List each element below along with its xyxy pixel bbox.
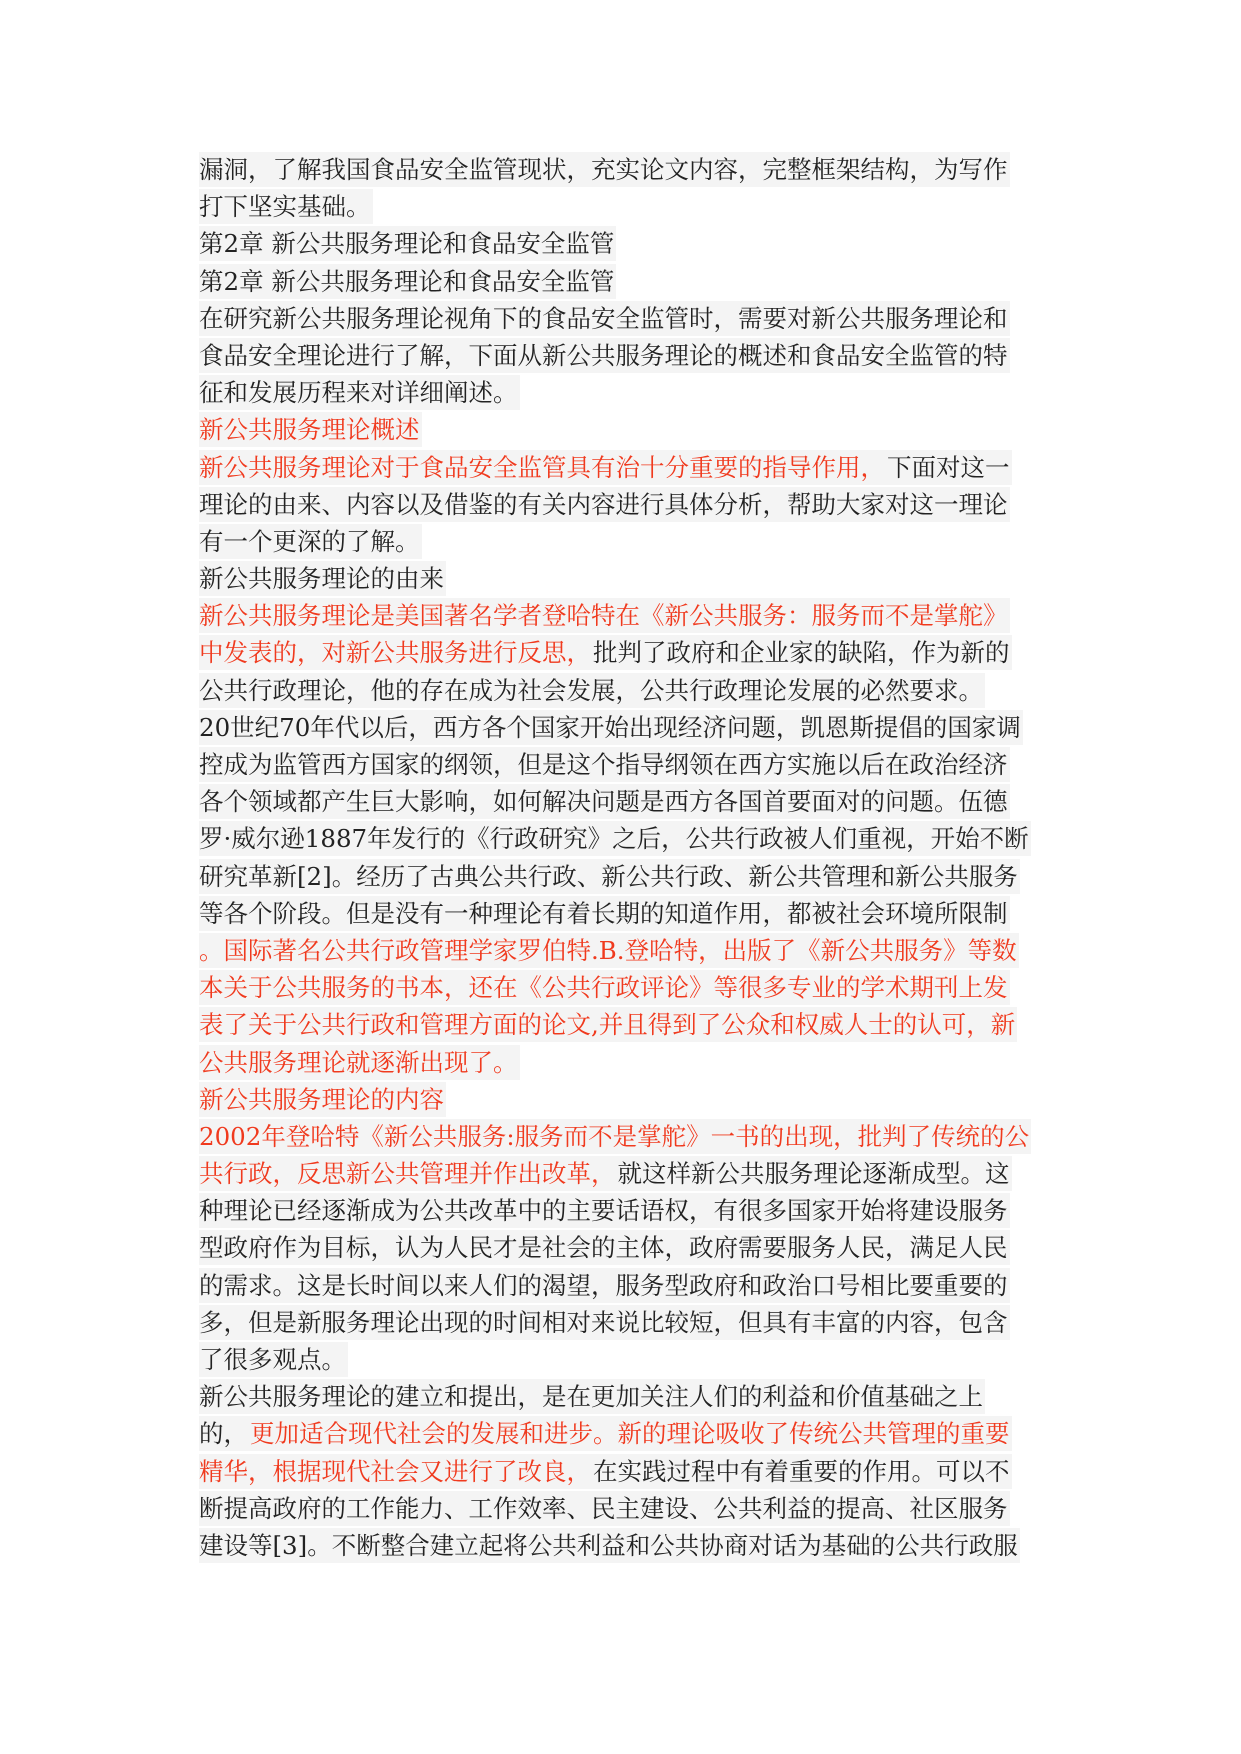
text-line: [199, 1341, 1044, 1378]
text-segment: 新公共服务理论的由来: [199, 561, 446, 596]
text-line: [199, 1378, 1044, 1415]
text-line: [199, 746, 1044, 783]
text-line: [199, 709, 1044, 746]
text-line: [199, 225, 1044, 262]
text-segment: 20世纪70年代以后，西方各个国家开始出现经济问题，凯恩斯提倡的国家调: [199, 710, 1023, 745]
text-line: [199, 1006, 1044, 1043]
text-segment: 了很多观点。: [199, 1342, 348, 1377]
text-line: [199, 1118, 1044, 1155]
highlighted-text-segment: 共行政，反思新公共管理并作出改革，: [199, 1156, 618, 1191]
text-line: [199, 374, 1044, 411]
text-line: [199, 263, 1044, 300]
text-segment: 在实践过程中有着重要的作用。可以不: [593, 1454, 1012, 1489]
text-segment: 公共行政理论，他的存在成为社会发展，公共行政理论发展的必然要求。: [199, 673, 985, 708]
text-segment: 多，但是新服务理论出现的时间相对来说比较短，但具有丰富的内容，包含: [199, 1305, 1010, 1340]
highlighted-text-segment: 更加适合现代社会的发展和进步。新的理论吸收了传统公共管理的重要: [250, 1416, 1012, 1451]
text-line: [199, 969, 1044, 1006]
text-line: [199, 1155, 1044, 1192]
text-segment: 批判了政府和企业家的缺陷，作为新的: [593, 635, 1012, 670]
text-line: [199, 932, 1044, 969]
text-line: [199, 597, 1044, 634]
text-line: [199, 300, 1044, 337]
text-segment: 控成为监管西方国家的纲领，但是这个指导纲领在西方实施以后在政治经济: [199, 747, 1010, 782]
highlighted-text-segment: 表了关于公共行政和管理方面的论文,并且得到了公众和权威人士的认可，新: [199, 1007, 1017, 1042]
text-segment: 有一个更深的了解。: [199, 524, 422, 559]
text-segment: 罗·威尔逊1887年发行的《行政研究》之后，公共行政被人们重视，开始不断: [199, 821, 1031, 856]
highlighted-text-segment: 本关于公共服务的书本，还在《公共行政评论》等很多专业的学术期刊上发: [199, 970, 1010, 1005]
highlighted-text-segment: 新公共服务理论概述: [199, 412, 422, 447]
text-segment: 各个领域都产生巨大影响，如何解决问题是西方各国首要面对的问题。伍德: [199, 784, 1010, 819]
text-line: [199, 634, 1044, 671]
text-segment: 下面对这一: [887, 450, 1012, 485]
highlighted-text-segment: 新公共服务理论的内容: [199, 1082, 446, 1117]
highlighted-text-segment: 中发表的，对新公共服务进行反思，: [199, 635, 593, 670]
text-line: [199, 1527, 1044, 1564]
text-line: [199, 1044, 1044, 1081]
document-body: [199, 151, 1044, 1564]
text-segment: 的，: [199, 1416, 250, 1451]
text-line: [199, 858, 1044, 895]
text-segment: 研究革新[2]。经历了古典公共行政、新公共行政、新公共管理和新公共服务: [199, 859, 1020, 894]
text-line: [199, 1081, 1044, 1118]
text-segment: 第2章 新公共服务理论和食品安全监管: [199, 226, 616, 261]
text-line: [199, 560, 1044, 597]
text-line: [199, 337, 1044, 374]
text-line: [199, 523, 1044, 560]
text-line: [199, 1415, 1044, 1452]
text-segment: 漏洞，了解我国食品安全监管现状，充实论文内容，完整框架结构，为写作: [199, 152, 1010, 187]
highlighted-text-segment: 精华，根据现代社会又进行了改良，: [199, 1454, 593, 1489]
text-line: [199, 672, 1044, 709]
text-line: [199, 1490, 1044, 1527]
text-line: [199, 486, 1044, 523]
text-line: [199, 1304, 1044, 1341]
highlighted-text-segment: 。国际著名公共行政管理学家罗伯特.B.登哈特，出版了《新公共服务》等数: [199, 933, 1019, 968]
text-segment: 第2章 新公共服务理论和食品安全监管: [199, 264, 616, 299]
text-line: [199, 783, 1044, 820]
text-segment: 打下坚实基础。: [199, 189, 373, 224]
text-line: [199, 411, 1044, 448]
text-segment: 食品安全理论进行了解，下面从新公共服务理论的概述和食品安全监管的特: [199, 338, 1010, 373]
text-segment: 建设等[3]。不断整合建立起将公共利益和公共协商对话为基础的公共行政服: [199, 1528, 1020, 1563]
text-line: [199, 188, 1044, 225]
text-segment: 种理论已经逐渐成为公共改革中的主要话语权，有很多国家开始将建设服务: [199, 1193, 1010, 1228]
text-line: [199, 1453, 1044, 1490]
text-segment: 的需求。这是长时间以来人们的渴望，服务型政府和政治口号相比要重要的: [199, 1268, 1010, 1303]
highlighted-text-segment: 新公共服务理论是美国著名学者登哈特在《新公共服务：服务而不是掌舵》: [199, 598, 1010, 633]
text-line: [199, 820, 1044, 857]
text-segment: 征和发展历程来对详细阐述。: [199, 375, 520, 410]
text-line: [199, 151, 1044, 188]
text-segment: 新公共服务理论的建立和提出，是在更加关注人们的利益和价值基础之上: [199, 1379, 985, 1414]
highlighted-text-segment: 新公共服务理论对于食品安全监管具有治十分重要的指导作用，: [199, 450, 887, 485]
text-line: [199, 895, 1044, 932]
text-line: [199, 449, 1044, 486]
text-segment: 断提高政府的工作能力、工作效率、民主建设、公共利益的提高、社区服务: [199, 1491, 1010, 1526]
text-segment: 理论的由来、内容以及借鉴的有关内容进行具体分析，帮助大家对这一理论: [199, 487, 1010, 522]
text-line: [199, 1192, 1044, 1229]
text-segment: 等各个阶段。但是没有一种理论有着长期的知道作用，都被社会环境所限制: [199, 896, 1010, 931]
text-line: [199, 1267, 1044, 1304]
text-line: [199, 1229, 1044, 1266]
highlighted-text-segment: 公共服务理论就逐渐出现了。: [199, 1045, 520, 1080]
highlighted-text-segment: 2002年登哈特《新公共服务:服务而不是掌舵》一书的出现，批判了传统的公: [199, 1119, 1031, 1154]
text-segment: 在研究新公共服务理论视角下的食品安全监管时，需要对新公共服务理论和: [199, 301, 1010, 336]
text-segment: 就这样新公共服务理论逐渐成型。这: [618, 1156, 1012, 1191]
text-segment: 型政府作为目标，认为人民才是社会的主体，政府需要服务人民，满足人民: [199, 1230, 1010, 1265]
